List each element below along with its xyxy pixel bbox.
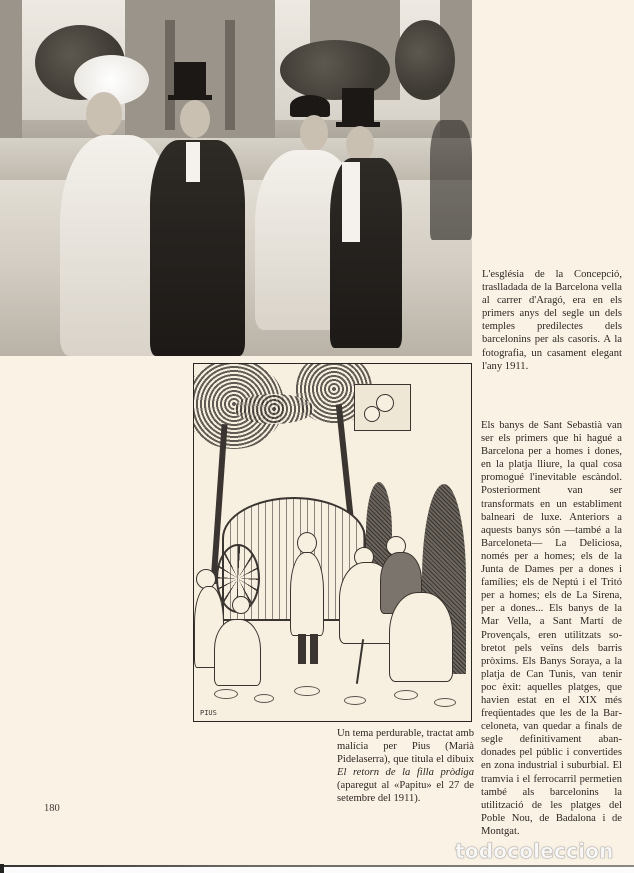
wedding-photograph [0, 0, 472, 356]
watermark: todocoleccion [455, 839, 614, 863]
artist-signature: PIUS [200, 709, 217, 717]
drawing-caption: Un tema perdurable, tractat amb malícia per Pius (Marià Pidelaserra), que titula el dibuix El retorn de la filla pròdiga (aparegut al «Papitu» el 27 de setembre del 1911). [337, 728, 474, 805]
cane [356, 639, 364, 684]
photo-caption: L'església de la Concepció, traslladada de la Barcelona vella al carrer d'Aragó, era en els primers anys del segle un dels temples predilectes dels barcelonins per als casoris. A la fotografia, un casament elegant l'any 1911. [482, 269, 622, 372]
page-number: 180 [44, 803, 60, 814]
article-body-text: Els banys de Sant Sebastià van ser els primers que hi hagué a Barcelona per a homes i dones, en la platja lliure, la qual cosa promogué l'inevitable escàndol. Posteriorment van ser transformats en un establiment balneari de luxe. Anteriors a aquests banys són —també a la Barceloneta— La Deliciosa, només per a homes; els de la Junta de Dames per a dones i famílies; els de Neptú i el Tritó per a homes; els de La Sirena, per a dones... Els banys de la Mar Vella, a Sant Martí de Provençals, eren utilitzats sobretot pels veïns dels barris pròxims. Els Banys Soraya, a la platja de Can Tunis, van tenir poc èxit: aquelles platges, que havien estat en el XIX més freqüentades que les de la Barceloneta, van quedar a finals de segle definitivament abandonades pel públic i convertides en zona industrial i suburbial. El tramvia i el ferrocarril permetien també als barcelonins la utilització de les platges del Poble Nou, de Badalona i de Montgat. [481, 420, 622, 837]
page-edge [0, 867, 634, 873]
drawing-title: El retorn de la filla pròdiga [337, 767, 474, 779]
illustration-retorn-filla-prodiga [193, 363, 472, 722]
